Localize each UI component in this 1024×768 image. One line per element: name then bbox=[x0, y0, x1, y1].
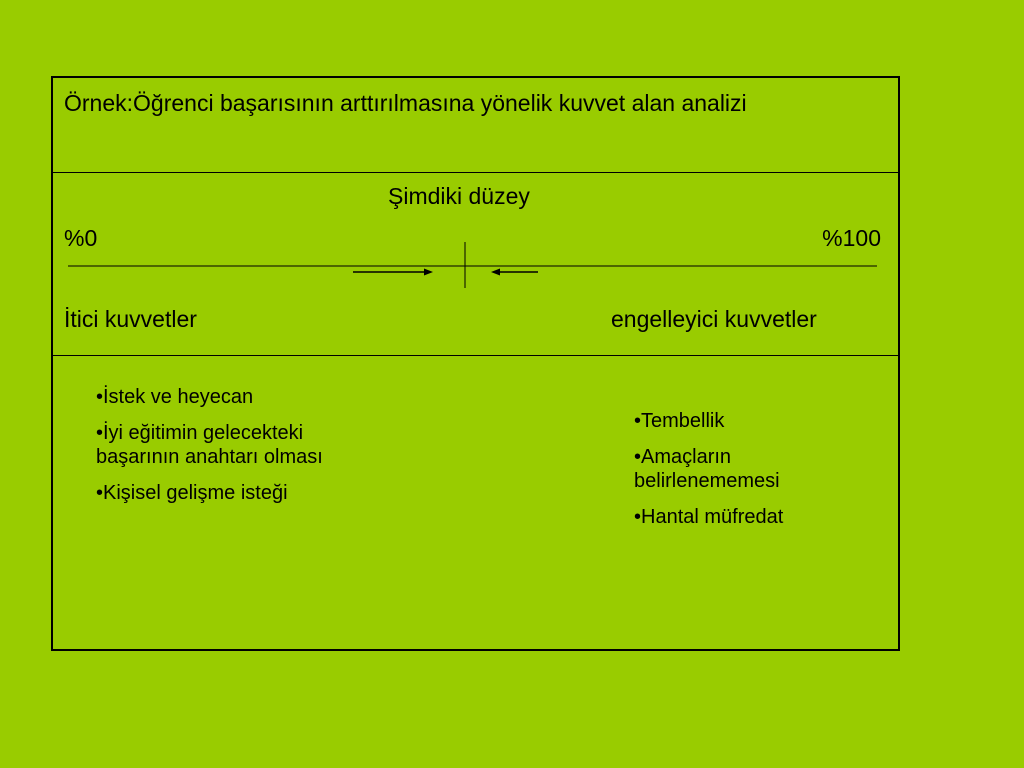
list-item: •İyi eğitimin gelecekteki başarının anahtarı olması bbox=[96, 422, 323, 468]
driving-force-arrow bbox=[353, 269, 433, 276]
min-percent-label: %0 bbox=[64, 225, 98, 251]
list-item: •Hantal müfredat bbox=[634, 506, 784, 528]
current-level-label: Şimdiki düzey bbox=[388, 183, 530, 209]
max-percent-label: %100 bbox=[822, 225, 881, 251]
scale-row bbox=[53, 172, 898, 356]
list-item: •Amaçların belirlenememesi bbox=[634, 446, 780, 492]
driving-forces-label: İtici kuvvetler bbox=[64, 306, 197, 332]
restraining-force-arrow bbox=[491, 269, 538, 276]
restraining-forces-list bbox=[634, 409, 844, 541]
force-field-table bbox=[51, 76, 900, 651]
list-item: •Tembellik bbox=[634, 410, 725, 432]
title-row bbox=[53, 78, 898, 173]
forces-lists-row bbox=[53, 356, 898, 649]
slide-title: Örnek:Öğrenci başarısının arttırılmasına yönelik kuvvet alan analizi bbox=[64, 90, 747, 116]
list-item: •İstek ve heyecan bbox=[96, 386, 254, 408]
driving-forces-list bbox=[96, 385, 356, 517]
restraining-forces-label: engelleyici kuvvetler bbox=[611, 306, 817, 332]
list-item: •Kişisel gelişme isteği bbox=[96, 482, 288, 504]
